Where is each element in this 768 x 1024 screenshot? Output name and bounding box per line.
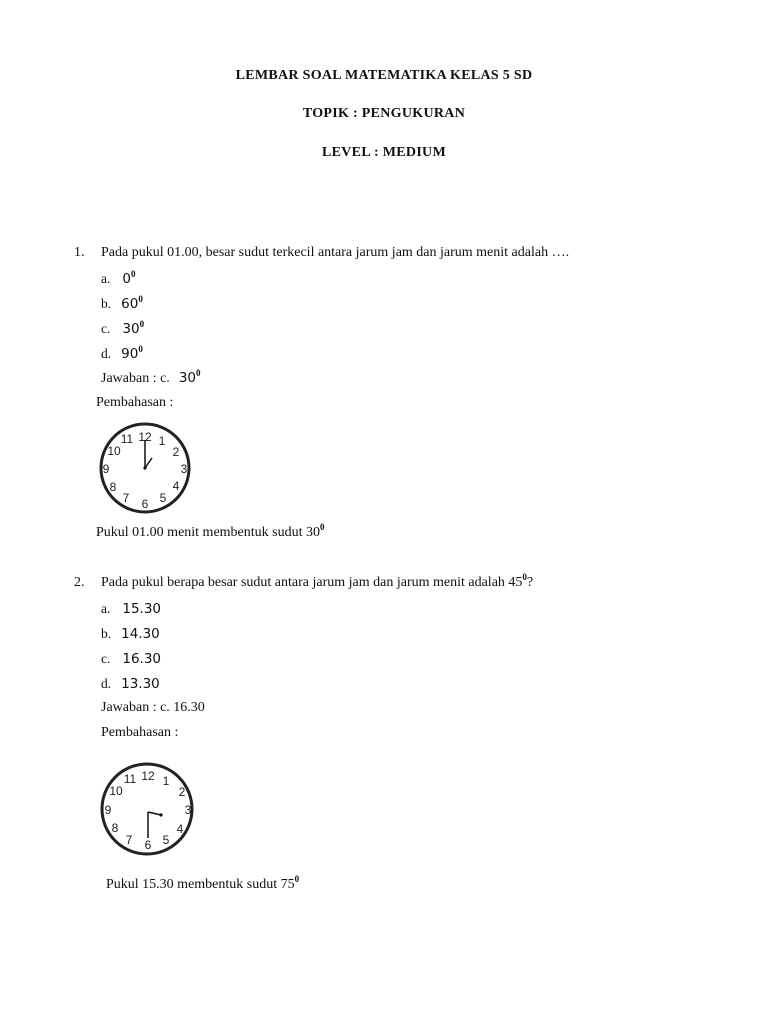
clock-number-5: 5 <box>162 833 170 847</box>
answer <box>101 370 201 387</box>
topic-heading: TOPIK : PENGUKURAN <box>302 106 466 121</box>
clock-number-12: 12 <box>141 769 155 783</box>
clock-number-9: 9 <box>104 803 112 817</box>
hand-tip <box>159 813 162 816</box>
option-value: 16.30 <box>122 651 162 667</box>
option-d <box>101 345 143 363</box>
answer-prefix: Jawaban : c. <box>101 371 170 386</box>
clock-number-11: 11 <box>123 772 137 786</box>
option-value: 60 <box>121 296 139 312</box>
explanation <box>106 874 300 893</box>
option-value: 14.30 <box>121 626 160 642</box>
worksheet-title: LEMBAR SOAL MATEMATIKA KELAS 5 SD <box>235 68 533 83</box>
clock-number-12: 12 <box>138 430 152 444</box>
answer-value: 30 <box>178 370 196 386</box>
degree-mark: 0 <box>320 522 325 532</box>
degree-mark: 0 <box>294 874 300 884</box>
explanation-text: Pukul 01.00 menit membentuk sudut 30 <box>96 525 320 540</box>
clock-number-7: 7 <box>122 491 130 505</box>
clock-number-4: 4 <box>172 479 180 493</box>
discussion-label: Pembahasan : <box>101 725 179 740</box>
option-value: 13.30 <box>121 676 160 692</box>
option-a <box>101 600 161 618</box>
option-b <box>101 295 143 313</box>
option-b <box>101 625 160 643</box>
option-value: 30 <box>122 321 140 337</box>
question-number: 2. <box>74 575 85 590</box>
clock-number-3: 3 <box>184 803 192 817</box>
option-value: 0 <box>122 271 131 287</box>
clock-number-8: 8 <box>111 821 119 835</box>
degree-mark: 0 <box>138 294 143 304</box>
clock-number-10: 10 <box>107 444 121 458</box>
option-letter: b. <box>101 626 112 641</box>
clock-number-2: 2 <box>172 445 180 459</box>
option-letter: a. <box>101 271 111 286</box>
question-text <box>101 572 534 591</box>
question-text-main: Pada pukul berapa besar sudut antara jarum jam dan jarum menit adalah 45 <box>101 575 523 590</box>
question-number: 1. <box>74 245 85 260</box>
degree-mark: 0 <box>522 572 527 582</box>
option-value: 90 <box>121 346 139 362</box>
clock-center <box>143 466 146 469</box>
degree-mark: 0 <box>138 344 143 354</box>
option-letter: c. <box>101 651 111 666</box>
clock-number-2: 2 <box>178 785 186 799</box>
explanation <box>96 522 325 541</box>
question-text: Pada pukul 01.00, besar sudut terkecil antara jarum jam dan jarum menit adalah …. <box>101 245 570 260</box>
clock-number-6: 6 <box>141 497 149 511</box>
clock-number-1: 1 <box>162 774 170 788</box>
option-letter: d. <box>101 346 112 361</box>
question-mark: ? <box>526 575 534 590</box>
clock-number-5: 5 <box>159 491 167 505</box>
option-letter: a. <box>101 601 111 616</box>
answer: Jawaban : c. 16.30 <box>101 700 205 715</box>
clock-number-6: 6 <box>144 838 152 852</box>
clock-number-9: 9 <box>102 462 110 476</box>
option-c <box>101 320 144 338</box>
clock-number-1: 1 <box>158 434 166 448</box>
degree-mark: 0 <box>196 368 201 378</box>
option-c <box>101 650 161 668</box>
option-d <box>101 675 160 693</box>
clock-15-30 <box>98 760 202 858</box>
clock-number-4: 4 <box>176 822 184 836</box>
clock-number-11: 11 <box>120 432 134 446</box>
clock-number-10: 10 <box>109 784 123 798</box>
clock-number-7: 7 <box>125 833 133 847</box>
clock-number-8: 8 <box>109 480 117 494</box>
option-a <box>101 270 135 288</box>
option-letter: d. <box>101 676 112 691</box>
clock-01-00 <box>96 420 200 516</box>
option-value: 15.30 <box>122 601 162 617</box>
level-heading: LEVEL : MEDIUM <box>322 145 446 160</box>
discussion-label: Pembahasan : <box>96 395 174 410</box>
option-letter: c. <box>101 321 111 336</box>
degree-mark: 0 <box>139 319 145 329</box>
option-letter: b. <box>101 296 112 311</box>
explanation-text: Pukul 15.30 membentuk sudut 75 <box>106 877 295 892</box>
degree-mark: 0 <box>130 269 136 279</box>
clock-number-3: 3 <box>180 462 188 476</box>
